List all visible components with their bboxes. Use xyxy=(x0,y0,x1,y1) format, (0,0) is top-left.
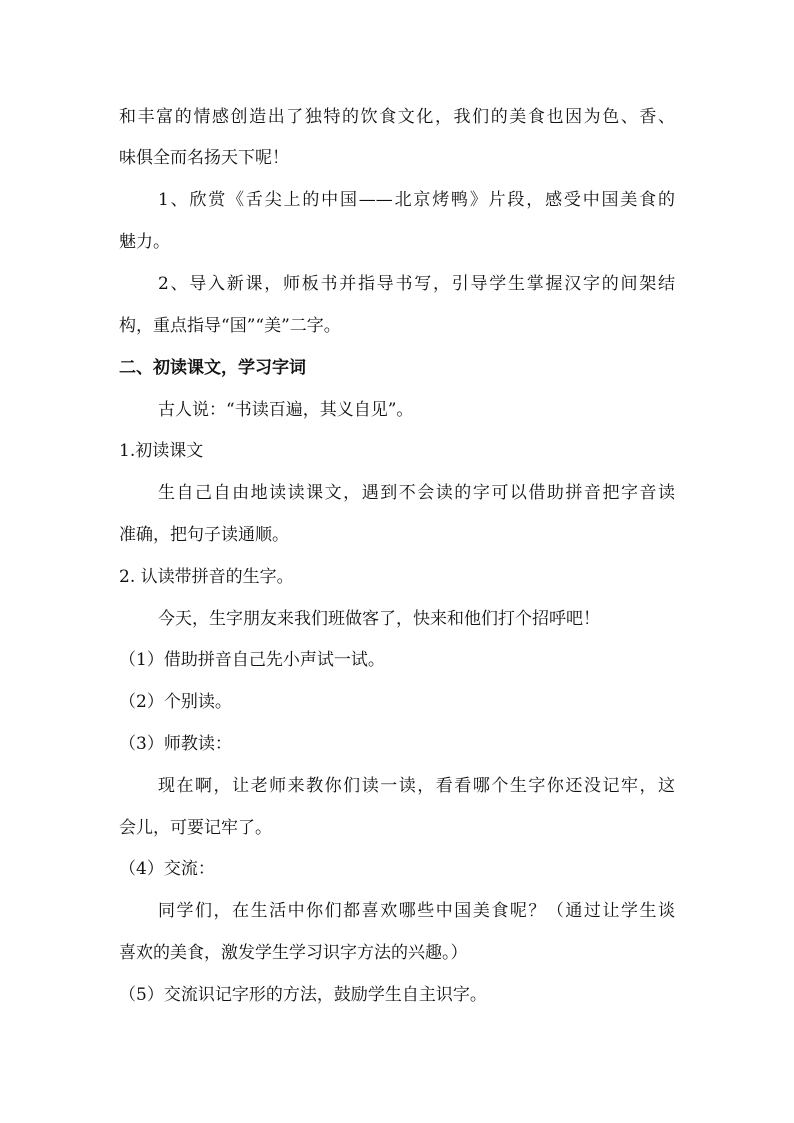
paragraph-line: 生自己自由地读读课文，遇到不会读的字可以借助拼音把字音读 xyxy=(158,483,675,503)
paragraph-line: 现在啊，让老师来教你们读一读，看看哪个生字你还没记牢，这 xyxy=(158,776,675,796)
paragraph-line: 喜欢的美食，激发学生学习识字方法的兴趣。） xyxy=(119,943,468,963)
paragraph-line: 古人说：“书读百遍，其义自见”。 xyxy=(158,400,414,420)
list-item: （1）借助拼音自己先小声试一试。 xyxy=(119,650,385,670)
paragraph-line: 1、欣赏《舌尖上的中国——北京烤鸭》片段，感受中国美食的 xyxy=(158,190,675,210)
paragraph-line: 会儿，可要记牢了。 xyxy=(119,818,272,838)
section-heading: 二、初读课文，学习字词 xyxy=(119,358,306,378)
paragraph-line: 味俱全而名扬天下呢！ xyxy=(119,148,289,168)
subsection-heading: 2. 认读带拼音的生字。 xyxy=(119,567,294,587)
paragraph-line: 准确，把句子读通顺。 xyxy=(119,525,289,545)
subsection-heading: 1.初读课文 xyxy=(119,441,204,461)
paragraph-line: 今天，生字朋友来我们班做客了，快来和他们打个招呼吧！ xyxy=(158,609,600,629)
paragraph-line: 魅力。 xyxy=(119,232,170,252)
paragraph-line: 同学们，在生活中你们都喜欢哪些中国美食呢？（通过让学生谈 xyxy=(158,901,675,921)
paragraph-line: 构，重点指导“国”“美”二字。 xyxy=(119,316,341,336)
list-item: （2）个别读。 xyxy=(119,692,232,712)
list-item: （5）交流识记字形的方法，鼓励学生自主识字。 xyxy=(119,985,487,1005)
list-item: （4）交流： xyxy=(119,859,215,879)
list-item: （3）师教读： xyxy=(119,734,232,754)
paragraph-line: 和丰富的情感创造出了独特的饮食文化，我们的美食也因为色、香、 xyxy=(119,107,675,127)
paragraph-line: 2、导入新课，师板书并指导书写，引导学生掌握汉字的间架结 xyxy=(158,274,675,294)
